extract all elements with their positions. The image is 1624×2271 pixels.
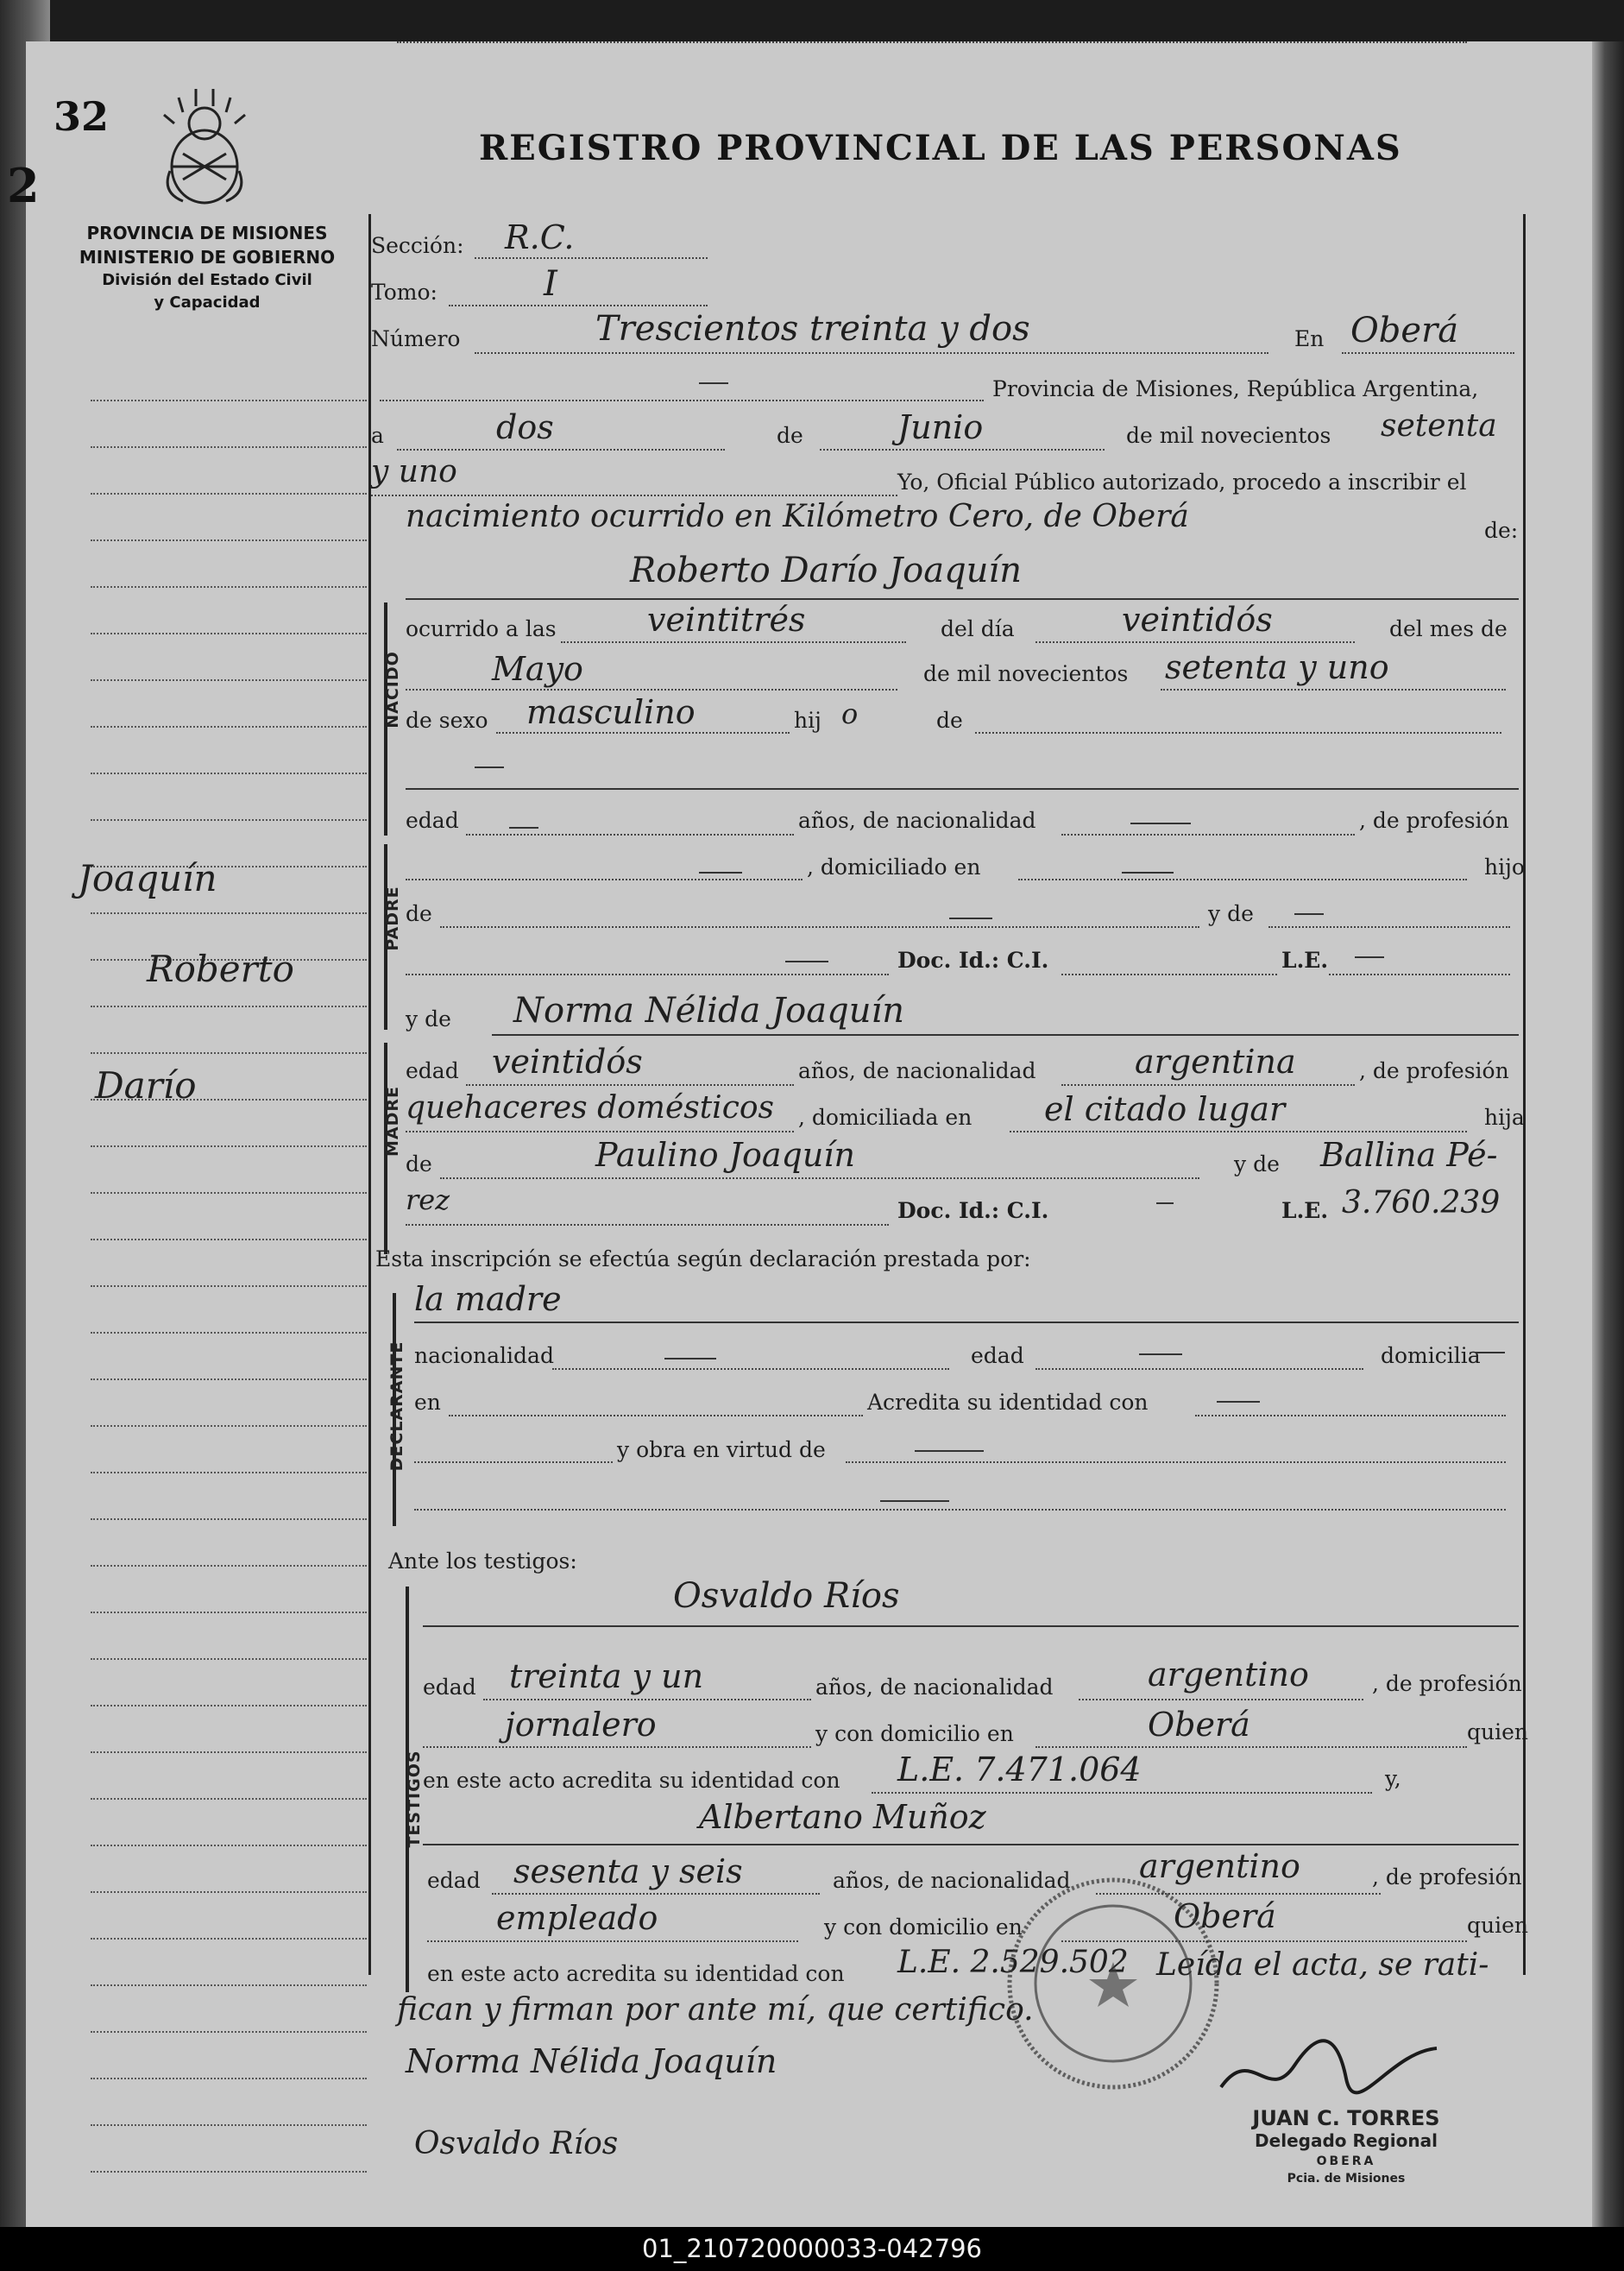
- nacido-nombre-value: Roberto Darío Joaquín: [630, 551, 1022, 590]
- numero-label: Número: [371, 326, 461, 351]
- margin-ruled-line: [91, 1192, 367, 1194]
- margin-ruled-line: [91, 679, 367, 681]
- dia-nac-value: veintidós: [1122, 601, 1273, 639]
- testigo1-profesion-value: jornalero: [505, 1706, 657, 1744]
- padre-doc-label: Doc. Id.: C.I.: [897, 948, 1049, 973]
- tomo-value: I: [544, 264, 557, 304]
- madre-hija-label: hija: [1484, 1105, 1525, 1130]
- testigo2-anios-label: años, de nacionalidad: [833, 1868, 1071, 1893]
- fecha-anio-value-2: y uno: [371, 454, 457, 489]
- provincia-text: Provincia de Misiones, República Argentina,: [992, 376, 1479, 401]
- testigo2-acredita-label: en este acto acredita su identidad con: [427, 1961, 845, 1986]
- seccion-label: Sección:: [371, 233, 464, 258]
- seccion-value: R.C.: [505, 218, 575, 256]
- nacimiento-de-label: de:: [1484, 518, 1519, 543]
- numero-value: Trescientos treinta y dos: [595, 309, 1030, 349]
- madre-nacionalidad-value: argentina: [1135, 1043, 1296, 1081]
- fecha-mes-value: Junio: [897, 408, 984, 446]
- testigo2-nombre-value: Albertano Muñoz: [699, 1798, 986, 1836]
- madre-y-de-label: y de: [406, 1006, 451, 1031]
- margin-note-middle-name: Darío: [95, 1064, 197, 1107]
- en-value: Oberá: [1350, 311, 1459, 350]
- page-number: 32: [54, 93, 110, 140]
- nacimiento-value: nacimiento ocurrido en Kilómetro Cero, de Oberá: [406, 499, 1189, 534]
- margin-ruled-line: [91, 1145, 367, 1147]
- testigo1-domicilio-value: Oberá: [1148, 1706, 1250, 1744]
- margin-ruled-line: [91, 1798, 367, 1800]
- official-name: JUAN C. TORRES: [1252, 2106, 1440, 2130]
- testigo1-anios-label: años, de nacionalidad: [815, 1675, 1054, 1700]
- fecha-anio-value-1: setenta: [1381, 408, 1497, 444]
- testigo1-y-label: y,: [1385, 1766, 1401, 1791]
- hij-value: o: [841, 697, 859, 730]
- madre-madre-value-1: Ballina Pé-: [1320, 1136, 1498, 1174]
- madre-le-label: L.E.: [1281, 1198, 1329, 1223]
- margin-ruled-line: [91, 633, 367, 634]
- padre-anios-label: años, de nacionalidad: [798, 808, 1036, 833]
- margin-ruled-line: [91, 2124, 367, 2126]
- madre-y-de-label-2: y de: [1234, 1151, 1280, 1177]
- margin-ruled-line: [91, 912, 367, 914]
- madre-madre-value-2: rez: [406, 1183, 450, 1216]
- margin-ruled-line: [91, 493, 367, 495]
- file-label: 01_210720000033-042796: [642, 2234, 982, 2263]
- coat-of-arms-icon: [157, 85, 252, 205]
- hij-label: hij: [794, 708, 821, 733]
- issuer-division: División del Estado Civil: [102, 271, 312, 289]
- del-mes-label: del mes de: [1389, 616, 1508, 641]
- testigo1-edad-value: treinta y un: [509, 1657, 704, 1695]
- testigo2-profesion-value: empleado: [496, 1899, 658, 1937]
- margin-ruled-line: [91, 2078, 367, 2079]
- declarante-en-label: en: [414, 1390, 441, 1415]
- hij-de-label: de: [936, 708, 963, 733]
- madre-padre-value: Paulino Joaquín: [595, 1136, 855, 1174]
- madre-edad-value: veintidós: [492, 1043, 643, 1081]
- book-page-edge: [1592, 41, 1624, 2227]
- tomo-label: Tomo:: [371, 280, 437, 305]
- margin-ruled-line: [91, 773, 367, 774]
- margin-ruled-line: [91, 1751, 367, 1753]
- margin-ruled-line: [91, 1285, 367, 1287]
- official-block: [1217, 2106, 1476, 2186]
- madre-anios-label: años, de nacionalidad: [798, 1058, 1036, 1083]
- anio-nac-value: setenta y uno: [1165, 648, 1389, 686]
- testigo1-edad-label: edad: [423, 1675, 476, 1700]
- declarante-nombre-value: la madre: [414, 1280, 562, 1318]
- padre-le-label: L.E.: [1281, 948, 1329, 973]
- margin-ruled-line: [91, 586, 367, 588]
- witness-signature: Osvaldo Ríos: [414, 2126, 619, 2161]
- testigo1-profesion-label: , de profesión: [1372, 1671, 1522, 1696]
- official-province: Pcia. de Misiones: [1287, 2172, 1406, 2186]
- padre-edad-label: edad: [406, 808, 459, 833]
- mes-nac-value: Mayo: [492, 650, 583, 688]
- testigo1-quien-label: quien: [1467, 1719, 1528, 1744]
- testigo2-quien-label: quien: [1467, 1913, 1528, 1938]
- oficial-text: Yo, Oficial Público autorizado, procedo a inscribir el: [897, 470, 1467, 495]
- sexo-value: masculino: [526, 693, 696, 731]
- testigo2-profesion-label: , de profesión: [1372, 1864, 1522, 1889]
- margin-ruled-line: [91, 1052, 367, 1054]
- margin-ruled-line: [91, 400, 367, 401]
- testigo1-acredita-label: en este acto acredita su identidad con: [423, 1768, 840, 1793]
- fecha-dia-value: dos: [496, 408, 554, 446]
- declarante-acredita-label: Acredita su identidad con: [867, 1390, 1149, 1415]
- margin-note-surname: Joaquín: [78, 857, 217, 899]
- testigo1-doc-value: L.E. 7.471.064: [897, 1751, 1142, 1788]
- section-label-madre: MADRE: [383, 1086, 402, 1157]
- declaracion-label: Esta inscripción se efectúa según declaración prestada por:: [375, 1246, 1031, 1271]
- ocurrido-label: ocurrido a las: [406, 616, 557, 641]
- margin-ruled-line: [91, 1006, 367, 1007]
- testigo2-edad-value: sesenta y seis: [513, 1852, 743, 1890]
- margin-ruled-line: [91, 2031, 367, 2033]
- madre-edad-label: edad: [406, 1058, 459, 1083]
- section-label-padre: PADRE: [383, 886, 402, 951]
- closing-text: fican y firman por ante mí, que certifico.: [397, 1992, 1034, 2028]
- de-mil-label-2: de mil novecientos: [923, 661, 1129, 686]
- padre-y-de-label: y de: [1208, 901, 1254, 926]
- fecha-de-mil-label: de mil novecientos: [1126, 423, 1331, 448]
- margin-ruled-line: [91, 1332, 367, 1334]
- issuer-block: [43, 221, 371, 314]
- margin-ruled-line: [91, 1612, 367, 1613]
- margin-note-first-name: Roberto: [147, 948, 294, 990]
- margin-ruled-line: [91, 539, 367, 541]
- margin-ruled-line: [91, 1984, 367, 1986]
- margin-ruled-line: [91, 446, 367, 448]
- madre-doc-label: Doc. Id.: C.I.: [897, 1198, 1049, 1223]
- testigo2-edad-label: edad: [427, 1868, 481, 1893]
- fecha-a-label: a: [371, 423, 384, 448]
- padre-profesion-label: , de profesión: [1359, 808, 1509, 833]
- page-title: REGISTRO PROVINCIAL DE LAS PERSONAS: [479, 128, 1402, 168]
- madre-profesion-value: quehaceres domésticos: [406, 1090, 775, 1126]
- madre-de-label: de: [406, 1151, 432, 1177]
- form-border-right: [1523, 214, 1526, 1975]
- fecha-de-label: de: [777, 423, 803, 448]
- declarante-edad-label: edad: [971, 1343, 1024, 1368]
- margin-ruled-line: [91, 1378, 367, 1380]
- margin-ruled-line: [91, 819, 367, 821]
- margin-ruled-line: [91, 1845, 367, 1846]
- del-dia-label: del día: [941, 616, 1015, 641]
- testigo1-domicilio-label: y con domicilio en: [815, 1721, 1014, 1746]
- official-place: OBERA: [1316, 2154, 1376, 2168]
- mother-signature: Norma Nélida Joaquín: [406, 2042, 777, 2080]
- testigo2-leida-value: Leída el acta, se rati-: [1156, 1947, 1489, 1983]
- issuer-capacity: y Capacidad: [154, 293, 261, 312]
- sexo-label: de sexo: [406, 708, 488, 733]
- page-edge-mark: 2: [7, 158, 40, 213]
- section-label-nacido: NACIDO: [383, 651, 402, 729]
- section-label-declarante: DECLARANTE: [387, 1341, 406, 1472]
- margin-ruled-line: [91, 2171, 367, 2173]
- section-label-testigos: TESTIGOS: [405, 1750, 424, 1848]
- margin-ruled-line: [91, 1705, 367, 1706]
- testigos-label: Ante los testigos:: [388, 1549, 577, 1574]
- margin-ruled-line: [91, 1938, 367, 1940]
- padre-de-label: de: [406, 901, 432, 926]
- testigo2-doc-value: L.E. 2.529.502: [897, 1945, 1129, 1980]
- testigo2-domicilio-label: y con domicilio en: [824, 1915, 1023, 1940]
- register-page: [7, 41, 1592, 2227]
- issuer-ministry: MINISTERIO DE GOBIERNO: [79, 247, 336, 268]
- madre-nombre-value: Norma Nélida Joaquín: [513, 991, 905, 1031]
- margin-ruled-line: [91, 1425, 367, 1427]
- margin-ruled-line: [91, 1658, 367, 1660]
- padre-domiciliado-label: , domiciliado en: [807, 855, 981, 880]
- madre-profesion-label: , de profesión: [1359, 1058, 1509, 1083]
- testigo2-nacionalidad-value: argentino: [1139, 1847, 1300, 1885]
- official-seal-stamp: [1001, 1871, 1225, 2096]
- declarante-domicilia-label: domicilia: [1381, 1343, 1481, 1368]
- official-title: Delegado Regional: [1255, 2130, 1438, 2151]
- margin-ruled-line: [91, 1891, 367, 1893]
- testigo1-nacionalidad-value: argentino: [1148, 1656, 1309, 1694]
- testigo2-domicilio-value: Oberá: [1174, 1897, 1276, 1935]
- margin-ruled-line: [91, 1518, 367, 1520]
- declarante-obra-label: y obra en virtud de: [617, 1437, 826, 1462]
- official-signature: [1217, 2027, 1441, 2104]
- margin-ruled-line: [91, 1472, 367, 1473]
- madre-domiciliada-label: , domiciliada en: [798, 1105, 973, 1130]
- margin-ruled-line: [91, 1239, 367, 1240]
- issuer-province: PROVINCIA DE MISIONES: [86, 223, 328, 243]
- margin-ruled-line: [91, 726, 367, 728]
- margin-ruled-line: [91, 1565, 367, 1567]
- declarante-nacionalidad-label: nacionalidad: [414, 1343, 554, 1368]
- testigo1-nombre-value: Osvaldo Ríos: [673, 1576, 900, 1616]
- madre-le-value: 3.760.239: [1342, 1185, 1501, 1221]
- madre-domicilio-value: el citado lugar: [1044, 1090, 1286, 1128]
- hora-value: veintitrés: [647, 601, 806, 639]
- en-label: En: [1294, 326, 1325, 351]
- padre-hijo-label: hijo: [1484, 855, 1525, 880]
